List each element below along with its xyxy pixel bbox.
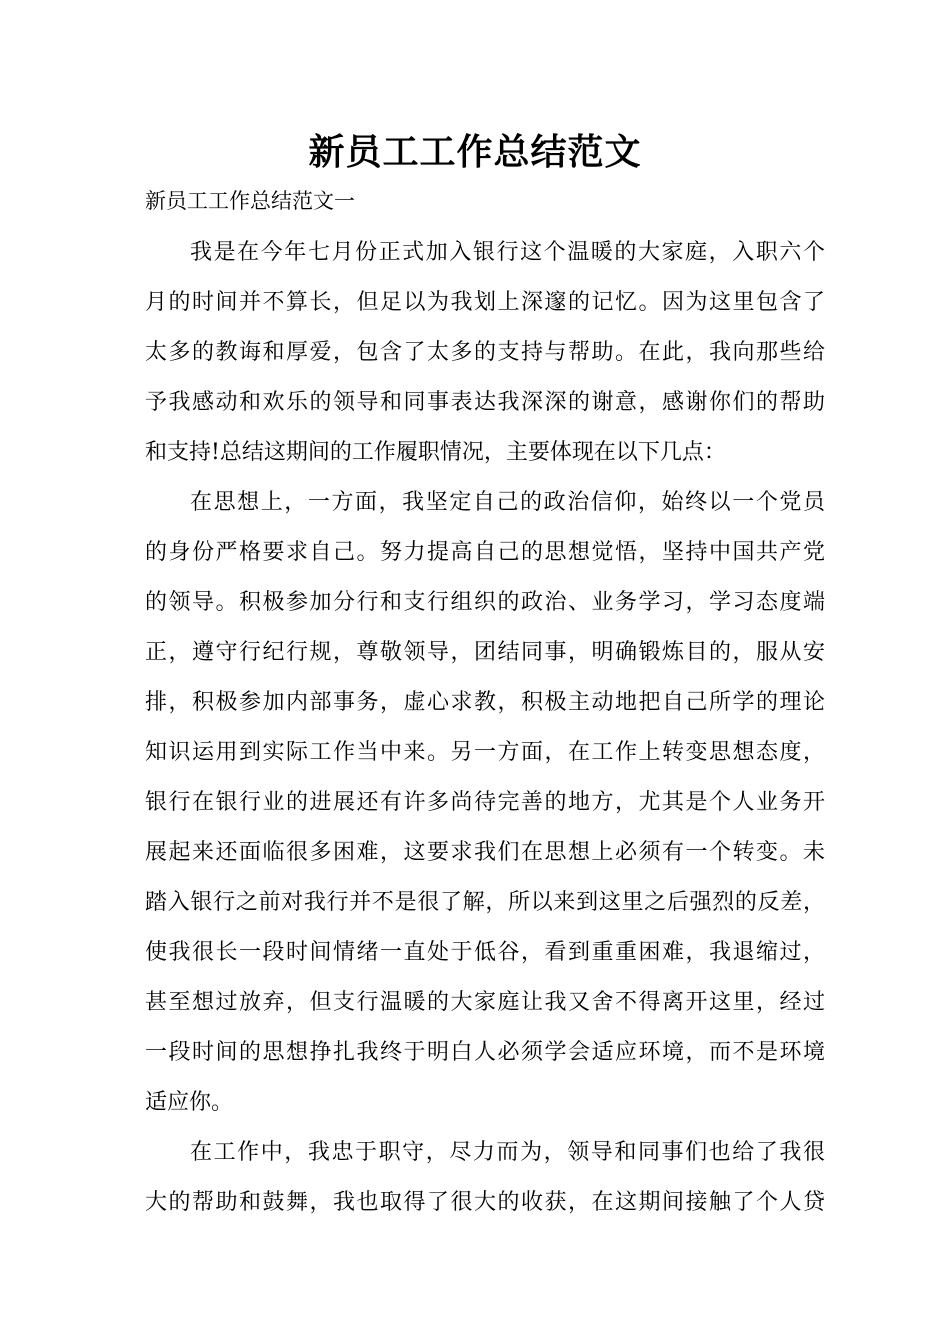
- text-line: 排，积极参加内部事务，虚心求教，积极主动地把自己所学的理论: [145, 690, 825, 715]
- text-line: 展起来还面临很多困难，这要求我们在思想上必须有一个转变。未: [145, 840, 825, 865]
- paragraph-3: [145, 1128, 825, 1228]
- text-line: 予我感动和欢乐的领导和同事表达我深深的谢意，感谢你们的帮助: [145, 390, 825, 415]
- text-line: 踏入银行之前对我行并不是很了解，所以来到这里之后强烈的反差，: [145, 890, 825, 915]
- document-title: 新员工工作总结范文: [308, 132, 642, 173]
- text-line: 在工作中，我忠于职守，尽力而为，领导和同事们也给了我很: [190, 1140, 825, 1165]
- text-line: 我是在今年七月份正式加入银行这个温暖的大家庭，入职六个: [190, 240, 825, 265]
- text-line: 的领导。积极参加分行和支行组织的政治、业务学习，学习态度端: [145, 590, 825, 615]
- text-line: 和支持!总结这期间的工作履职情况，主要体现在以下几点：: [145, 440, 726, 465]
- text-line: 使我很长一段时间情绪一直处于低谷，看到重重困难，我退缩过，: [145, 940, 825, 965]
- text-line: 适应你。: [145, 1090, 234, 1115]
- document-subtitle: 新员工工作总结范文一: [145, 189, 355, 213]
- text-line: 正，遵守行纪行规，尊敬领导，团结同事，明确锻炼目的，服从安: [145, 640, 825, 665]
- text-line: 知识运用到实际工作当中来。另一方面，在工作上转变思想态度，: [145, 740, 825, 765]
- text-line: 在思想上，一方面，我坚定自己的政治信仰，始终以一个党员: [190, 490, 825, 515]
- text-line: 大的帮助和鼓舞，我也取得了很大的收获，在这期间接触了个人贷: [145, 1190, 825, 1215]
- paragraph-2: [145, 478, 825, 1128]
- text-line: 的身份严格要求自己。努力提高自己的思想觉悟，坚持中国共产党: [145, 540, 825, 565]
- text-line: 一段时间的思想挣扎我终于明白人必须学会适应环境，而不是环境: [145, 1040, 825, 1065]
- document-body: [145, 228, 825, 1228]
- text-line: 太多的教诲和厚爱，包含了太多的支持与帮助。在此，我向那些给: [145, 340, 825, 365]
- text-line: 月的时间并不算长，但足以为我划上深邃的记忆。因为这里包含了: [145, 290, 825, 315]
- text-line: 甚至想过放弃，但支行温暖的大家庭让我又舍不得离开这里，经过: [145, 990, 825, 1015]
- paragraph-1: [145, 228, 825, 478]
- text-line: 银行在银行业的进展还有许多尚待完善的地方，尤其是个人业务开: [145, 790, 825, 815]
